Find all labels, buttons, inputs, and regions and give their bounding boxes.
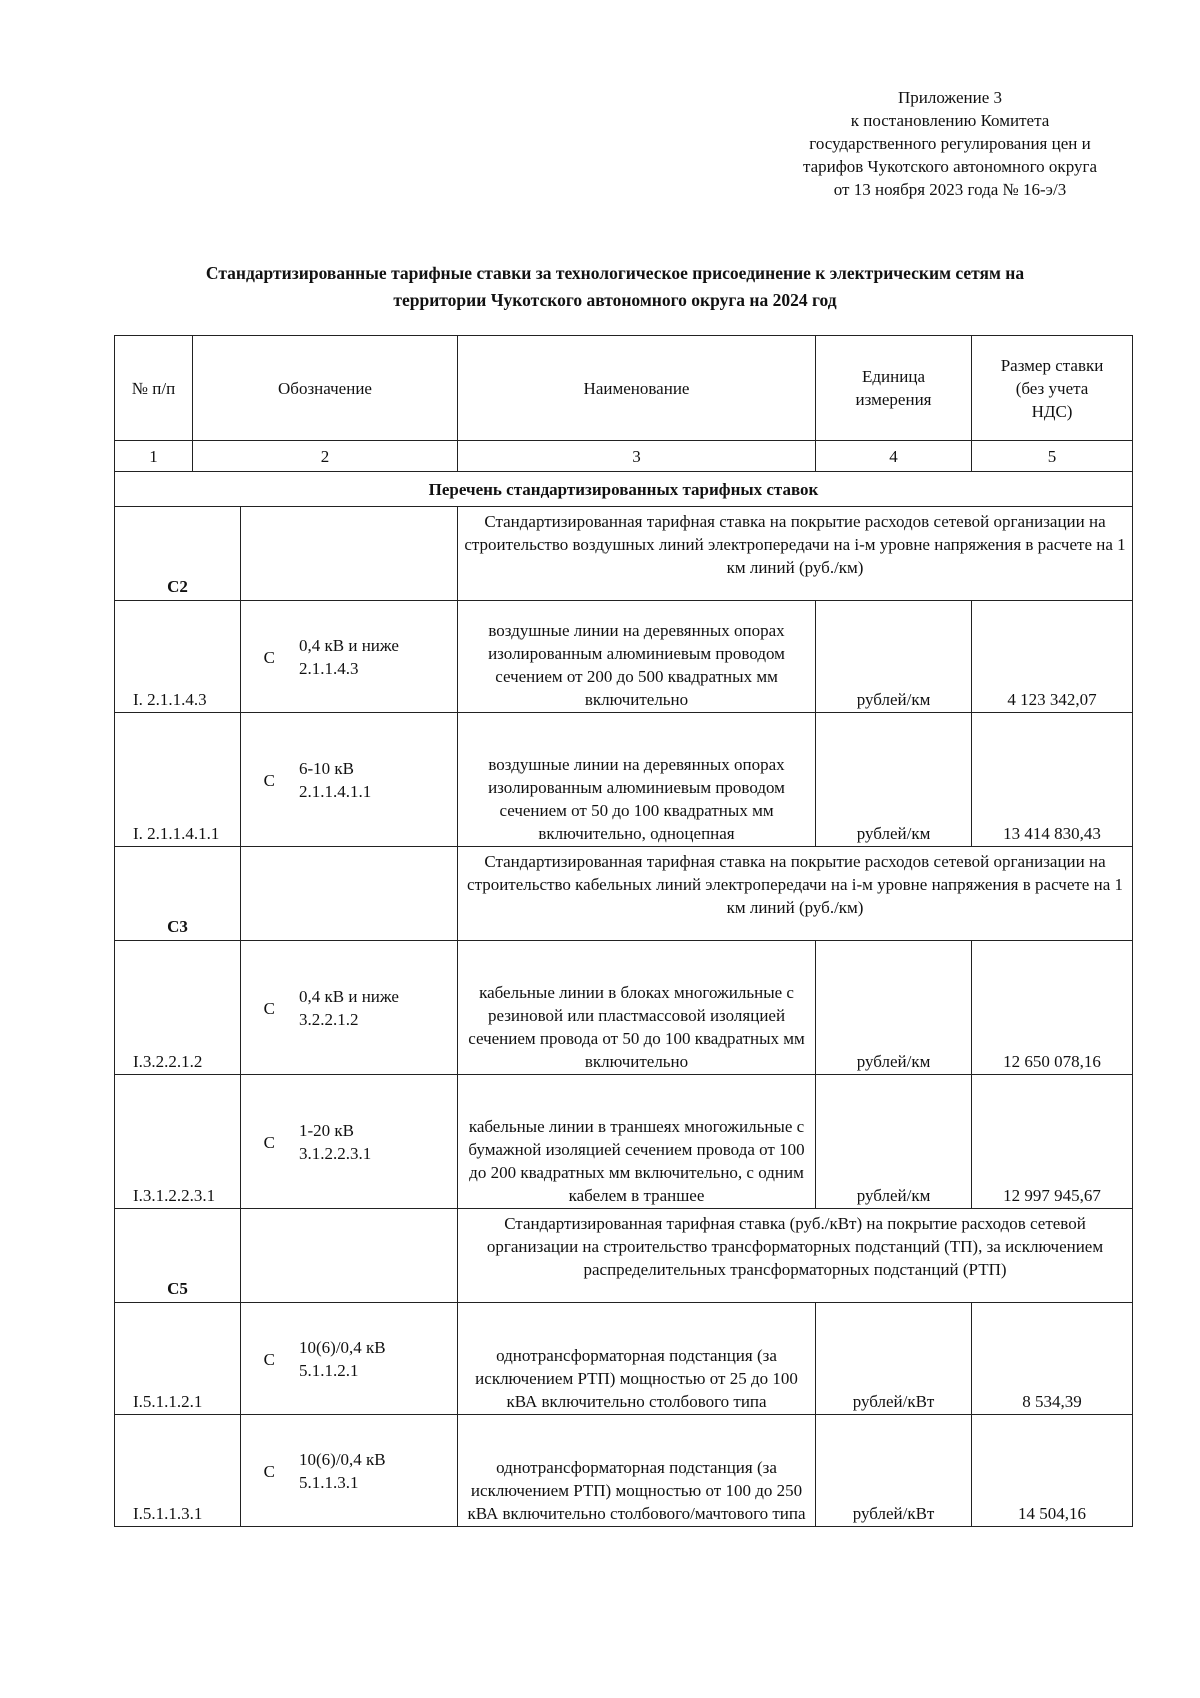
- item-unit: рублей/км: [816, 1075, 972, 1209]
- item-number: I.5.1.1.2.1: [115, 1303, 241, 1415]
- header-row: [115, 336, 1133, 441]
- item-number: I. 2.1.1.4.1.1: [115, 713, 241, 847]
- designation-prefix: С: [263, 1132, 275, 1152]
- title-line: территории Чукотского автономного округа на 2024 год: [393, 290, 837, 310]
- document-title: [120, 260, 1110, 314]
- appendix-line: от 13 ноября 2023 года № 16-э/3: [833, 180, 1067, 199]
- item-name: воздушные линии на деревянных опорах изолированным алюминиевым проводом сечением от 200 до 500 квадратных мм включительно: [458, 601, 816, 713]
- item-designation: [241, 1075, 458, 1209]
- tariff-row: [115, 713, 1133, 847]
- item-number: I.5.1.1.3.1: [115, 1415, 241, 1527]
- designation-prefix: С: [263, 1349, 275, 1369]
- category-blank-cell: [241, 847, 458, 941]
- designation-prefix: С: [263, 770, 275, 790]
- item-number: I.3.2.2.1.2: [115, 941, 241, 1075]
- item-rate: 8 534,39: [972, 1303, 1133, 1415]
- item-rate: 13 414 830,43: [972, 713, 1133, 847]
- category-code: С2: [115, 507, 241, 601]
- appendix-line: государственного регулирования цен и: [809, 134, 1091, 153]
- header-rate-line: НДС): [1031, 401, 1073, 421]
- designation-prefix: С: [263, 998, 275, 1018]
- item-name: однотрансформаторная подстанция (за исключением РТП) мощностью от 25 до 100 кВА включительно столбового типа: [458, 1303, 816, 1415]
- column-number: 3: [458, 441, 816, 472]
- category-row: [115, 507, 1133, 601]
- header-designation: Обозначение: [193, 336, 458, 441]
- item-unit: рублей/кВт: [816, 1303, 972, 1415]
- column-number-row: [115, 441, 1133, 472]
- item-rate: 14 504,16: [972, 1415, 1133, 1527]
- category-row: [115, 847, 1133, 941]
- category-row: [115, 1209, 1133, 1303]
- category-description: Стандартизированная тарифная ставка на покрытие расходов сетевой организации на строительство кабельных линий электропередачи на i-м уровне напряжения в расчете на 1 км линий (руб./км): [458, 847, 1133, 941]
- tariff-row: [115, 1415, 1133, 1527]
- item-rate: 12 997 945,67: [972, 1075, 1133, 1209]
- header-rate: [972, 336, 1133, 441]
- item-unit: рублей/км: [816, 601, 972, 713]
- appendix-block: [760, 86, 1140, 201]
- designation-voltage: 6-10 кВ: [299, 758, 355, 778]
- designation-voltage: 10(6)/0,4 кВ: [299, 1337, 386, 1357]
- category-code: С3: [115, 847, 241, 941]
- designation-voltage: 0,4 кВ и ниже: [299, 986, 399, 1006]
- section-row: [115, 472, 1133, 507]
- appendix-line: к постановлению Комитета: [850, 111, 1050, 130]
- title-line: Стандартизированные тарифные ставки за технологическое присоединение к электрическим сетям на: [205, 263, 1025, 283]
- tariff-row: [115, 1075, 1133, 1209]
- designation-code: 5.1.1.2.1: [299, 1360, 359, 1380]
- item-designation: [241, 1415, 458, 1527]
- category-blank-cell: [241, 1209, 458, 1303]
- item-designation: [241, 941, 458, 1075]
- tariff-row: [115, 1303, 1133, 1415]
- column-number: 4: [816, 441, 972, 472]
- category-blank-cell: [241, 507, 458, 601]
- item-designation: [241, 1303, 458, 1415]
- header-rate-line: Размер ставки: [1000, 355, 1104, 375]
- designation-voltage: 1-20 кВ: [299, 1120, 355, 1140]
- item-unit: рублей/кВт: [816, 1415, 972, 1527]
- category-description: Стандартизированная тарифная ставка (руб./кВт) на покрытие расходов сетевой организации на строительство трансформаторных подстанций (ТП), за исключением распределительных трансформаторных подстанций (РТП): [458, 1209, 1133, 1303]
- designation-prefix: С: [263, 1461, 275, 1481]
- designation-voltage: 0,4 кВ и ниже: [299, 635, 399, 655]
- category-description: Стандартизированная тарифная ставка на покрытие расходов сетевой организации на строительство воздушных линий электропередачи на i-м уровне напряжения в расчете на 1 км линий (руб./км): [458, 507, 1133, 601]
- item-rate: 4 123 342,07: [972, 601, 1133, 713]
- section-title: Перечень стандартизированных тарифных ставок: [115, 472, 1133, 507]
- category-code: С5: [115, 1209, 241, 1303]
- designation-code: 3.1.2.2.3.1: [299, 1143, 372, 1163]
- item-name: воздушные линии на деревянных опорах изолированным алюминиевым проводом сечением от 50 до 100 квадратных мм включительно, одноцепная: [458, 713, 816, 847]
- item-designation: [241, 601, 458, 713]
- designation-voltage: 10(6)/0,4 кВ: [299, 1449, 386, 1469]
- item-unit: рублей/км: [816, 713, 972, 847]
- item-number: I.3.1.2.2.3.1: [115, 1075, 241, 1209]
- header-unit: [816, 336, 972, 441]
- item-name: кабельные линии в блоках многожильные с резиновой или пластмассовой изоляцией сечением провода от 50 до 100 квадратных мм включительно: [458, 941, 816, 1075]
- tariff-table: [114, 335, 1133, 1527]
- appendix-line: тарифов Чукотского автономного округа: [802, 157, 1097, 176]
- appendix-line: Приложение 3: [898, 88, 1002, 107]
- item-rate: 12 650 078,16: [972, 941, 1133, 1075]
- item-designation: [241, 713, 458, 847]
- designation-code: 5.1.1.3.1: [299, 1472, 359, 1492]
- column-number: 5: [972, 441, 1133, 472]
- designation-code: 3.2.2.1.2: [299, 1009, 359, 1029]
- item-number: I. 2.1.1.4.3: [115, 601, 241, 713]
- item-name: кабельные линии в траншеях многожильные с бумажной изоляцией сечением провода от 100 до 200 квадратных мм включительно, с одним кабелем в траншее: [458, 1075, 816, 1209]
- header-unit-line: Единица: [862, 367, 925, 386]
- item-name: однотрансформаторная подстанция (за исключением РТП) мощностью от 100 до 250 кВА включительно столбового/мачтового типа: [458, 1415, 816, 1527]
- designation-code: 2.1.1.4.3: [299, 658, 359, 678]
- item-unit: рублей/км: [816, 941, 972, 1075]
- header-unit-line: измерения: [855, 390, 932, 409]
- column-number: 2: [193, 441, 458, 472]
- designation-prefix: С: [263, 647, 275, 667]
- tariff-row: [115, 941, 1133, 1075]
- header-num: № п/п: [115, 336, 193, 441]
- designation-code: 2.1.1.4.1.1: [299, 781, 372, 801]
- header-rate-line: (без учета: [1015, 378, 1089, 398]
- header-name: Наименование: [458, 336, 816, 441]
- column-number: 1: [115, 441, 193, 472]
- tariff-row: [115, 601, 1133, 713]
